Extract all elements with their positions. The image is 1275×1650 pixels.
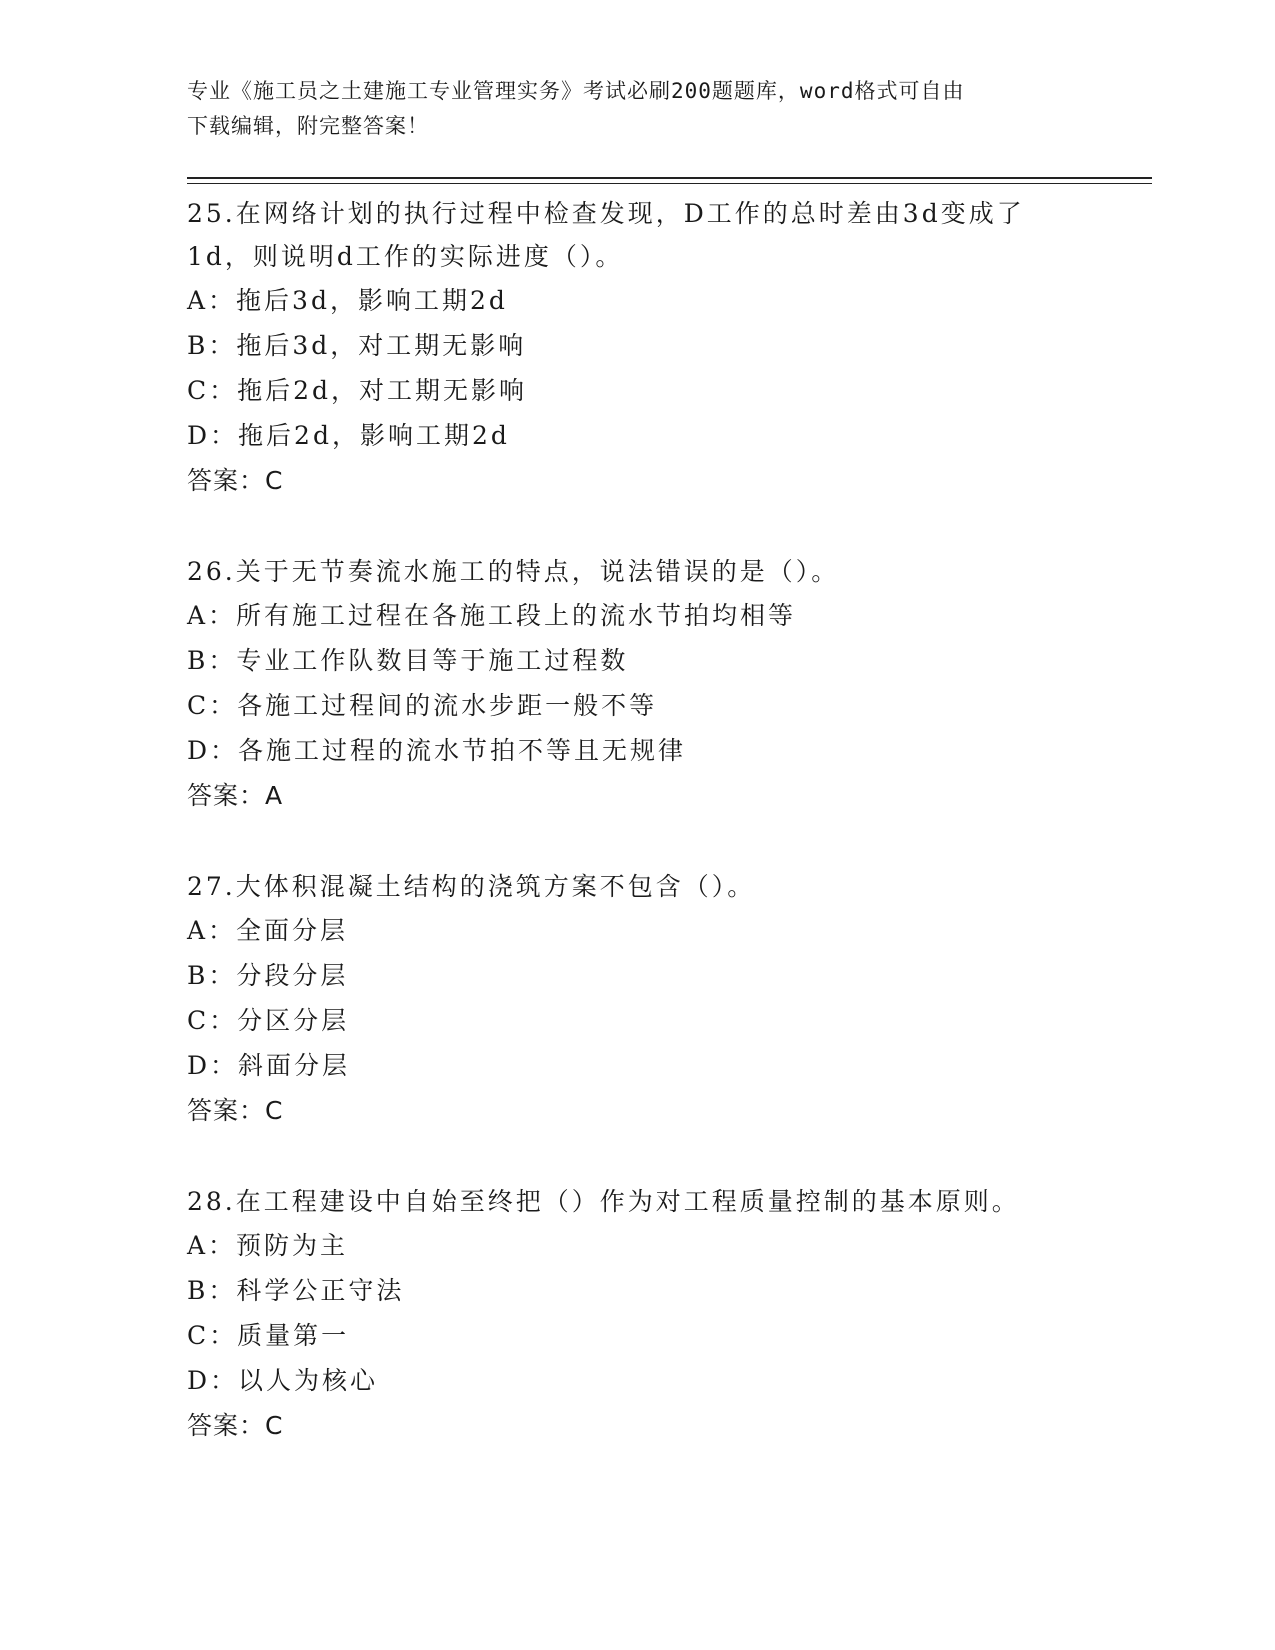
header-title-line-2: 下载编辑，附完整答案！ (187, 114, 429, 138)
question-stem: 26.关于无节奏流水施工的特点，说法错误的是（）。 (187, 557, 840, 586)
question-28 (187, 1180, 1127, 1448)
option-a: A：拖后3d，影响工期2d (187, 286, 508, 315)
question-27 (187, 865, 1127, 1133)
question-list (187, 192, 1127, 1495)
question-25 (187, 192, 1127, 503)
question-stem: 27.大体积混凝土结构的浇筑方案不包含（）。 (187, 872, 756, 901)
header-divider-thick (187, 177, 1152, 179)
question-stem: 28.在工程建设中自始至终把（）作为对工程质量控制的基本原则。 (187, 1187, 1020, 1216)
answer-label: 答案：C (187, 466, 284, 495)
header-divider-thin (187, 183, 1152, 184)
option-b: B：分段分层 (187, 961, 349, 990)
question-stem: 25.在网络计划的执行过程中检查发现，D工作的总时差由3d变成了 (187, 199, 1025, 228)
answer-label: 答案：C (187, 1411, 284, 1440)
question-26 (187, 550, 1127, 818)
question-stem-continued: 1d，则说明d工作的实际进度（）。 (187, 242, 624, 271)
option-d: D：拖后2d，影响工期2d (187, 421, 510, 450)
option-a: A：所有施工过程在各施工段上的流水节拍均相等 (187, 601, 797, 630)
option-c: C：分区分层 (187, 1006, 350, 1035)
option-c: C：拖后2d，对工期无影响 (187, 376, 528, 405)
option-a: A：预防为主 (187, 1231, 349, 1260)
answer-label: 答案：A (187, 781, 284, 810)
option-d: D：以人为核心 (187, 1366, 379, 1395)
option-b: B：科学公正守法 (187, 1276, 405, 1305)
option-b: B：专业工作队数目等于施工过程数 (187, 646, 629, 675)
option-a: A：全面分层 (187, 916, 349, 945)
header-title-line-1: 专业《施工员之土建施工专业管理实务》考试必刷200题题库，word格式可自由 (187, 79, 965, 103)
option-d: D：斜面分层 (187, 1051, 351, 1080)
option-d: D：各施工过程的流水节拍不等且无规律 (187, 736, 687, 765)
option-b: B：拖后3d，对工期无影响 (187, 331, 527, 360)
option-c: C：各施工过程间的流水步距一般不等 (187, 691, 658, 720)
document-header (187, 74, 1087, 144)
answer-label: 答案：C (187, 1096, 284, 1125)
option-c: C：质量第一 (187, 1321, 350, 1350)
